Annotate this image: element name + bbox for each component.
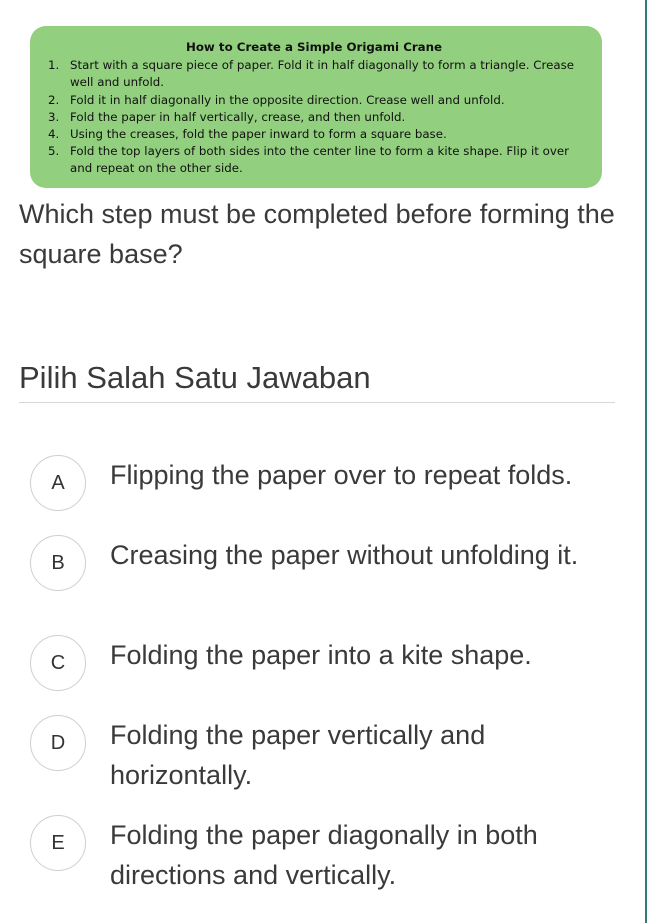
step-number: 3. — [48, 109, 60, 124]
section-divider — [19, 402, 615, 403]
question-text: Which step must be completed before forming the square base? — [19, 199, 615, 269]
option-letter-badge[interactable]: E — [30, 815, 86, 871]
option-text[interactable]: Folding the paper diagonally in both directions and vertically. — [110, 820, 538, 890]
step-number: 2. — [48, 92, 60, 107]
answer-option-d[interactable] — [30, 715, 620, 795]
answer-option-b[interactable] — [30, 535, 620, 591]
step-text: Using the creases, fold the paper inward to form a square base. — [70, 127, 447, 142]
step-number: 4. — [48, 127, 60, 142]
option-letter-badge[interactable]: B — [30, 535, 86, 591]
instruction-title: How to Create a Simple Origami Crane — [185, 40, 443, 54]
answer-option-a[interactable] — [30, 455, 620, 511]
option-text[interactable]: Flipping the paper over to repeat folds. — [110, 460, 573, 490]
option-letter-badge[interactable]: D — [30, 715, 86, 771]
option-text[interactable]: Creasing the paper without unfolding it. — [110, 540, 579, 570]
instruction-step — [48, 57, 580, 91]
answer-section-title: Pilih Salah Satu Jawaban — [19, 360, 371, 395]
step-text: Fold the top layers of both sides into the center line to form a kite shape. Flip it over and repeat on the other side. — [70, 144, 569, 176]
instruction-step — [48, 92, 580, 109]
instruction-step — [48, 109, 580, 126]
answer-option-e[interactable] — [30, 815, 620, 895]
option-text[interactable]: Folding the paper vertically and horizontally. — [110, 720, 486, 790]
instruction-box — [30, 26, 602, 188]
step-text: Start with a square piece of paper. Fold it in half diagonally to form a triangle. Crease well and unfold. — [70, 58, 574, 90]
step-text: Fold it in half diagonally in the opposite direction. Crease well and unfold. — [70, 92, 505, 107]
instruction-steps — [48, 57, 580, 177]
step-number: 1. — [48, 58, 60, 73]
step-text: Fold the paper in half vertically, crease, and then unfold. — [70, 109, 406, 124]
step-number: 5. — [48, 144, 60, 159]
answer-option-c[interactable] — [30, 635, 620, 691]
right-edge-rule — [645, 0, 647, 923]
option-letter-badge[interactable]: C — [30, 635, 86, 691]
instruction-step — [48, 143, 580, 177]
instruction-step — [48, 126, 580, 143]
option-letter-badge[interactable]: A — [30, 455, 86, 511]
option-text[interactable]: Folding the paper into a kite shape. — [110, 640, 532, 670]
